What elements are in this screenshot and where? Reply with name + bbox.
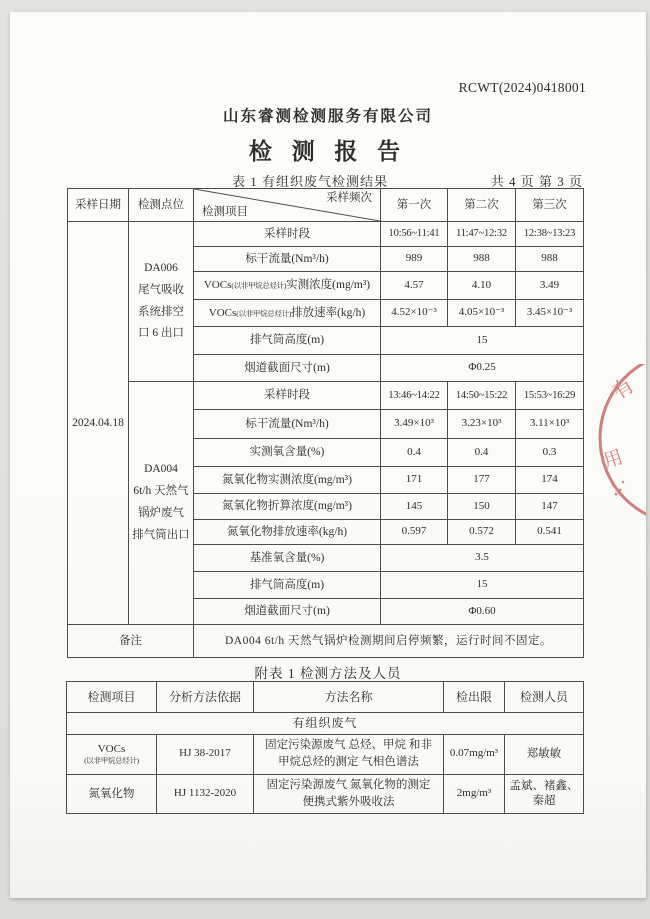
value-cell: 3.49 bbox=[516, 272, 584, 300]
merged-value-cell: Φ0.60 bbox=[381, 599, 584, 625]
method-cell: 固定污染源废气 氮氧化物的测定 便携式紫外吸收法 bbox=[254, 774, 444, 814]
company-name: 山东睿测检测服务有限公司 bbox=[222, 108, 433, 125]
report-page bbox=[10, 12, 646, 898]
col-header-standard: 分析方法依据 bbox=[157, 682, 254, 713]
row-label bbox=[194, 300, 381, 327]
remark-row bbox=[68, 625, 584, 658]
point-line: 锅炉废气 bbox=[138, 507, 184, 519]
value-cell: 4.52×10⁻³ bbox=[381, 300, 448, 327]
value-cell: 988 bbox=[516, 247, 584, 272]
row-label-main: VOCs bbox=[203, 279, 232, 292]
value-cell: 13:46~14:22 bbox=[381, 382, 448, 410]
table-header-row bbox=[67, 682, 584, 713]
value-cell: 3.11×10³ bbox=[516, 410, 584, 439]
table1-caption: 表 1 有组织废气检测结果 bbox=[232, 174, 389, 189]
staff-cell: 孟斌、褚鑫、秦超 bbox=[505, 774, 584, 814]
limit-cell: 0.07mg/m³ bbox=[444, 735, 505, 775]
group-label: 有组织废气 bbox=[67, 713, 584, 735]
col-header-limit: 检出限 bbox=[444, 682, 505, 713]
value-cell: 4.57 bbox=[381, 272, 448, 300]
row-label: 实测氧含量(%) bbox=[194, 439, 381, 467]
table-row bbox=[68, 382, 584, 410]
item-name: VOCs bbox=[97, 742, 126, 755]
item-cell: 氮氧化物 bbox=[67, 774, 157, 814]
row-label bbox=[194, 272, 381, 300]
row-label-rest: 排放速率(kg/h) bbox=[291, 306, 366, 319]
row-label: 烟道截面尺寸(m) bbox=[194, 599, 381, 625]
row-label-sub: (以非甲烷总烃计) bbox=[231, 281, 287, 291]
merged-value-cell: 15 bbox=[381, 327, 584, 355]
seal-character: 有 bbox=[607, 372, 639, 405]
value-cell: 989 bbox=[381, 247, 448, 272]
table-row bbox=[68, 222, 584, 247]
emission-results-table bbox=[67, 188, 584, 658]
value-cell: 145 bbox=[381, 494, 448, 520]
merged-value-cell: 3.5 bbox=[381, 545, 584, 572]
point-line: DA004 bbox=[144, 463, 178, 476]
col-header-method: 方法名称 bbox=[254, 682, 444, 713]
seal-character: 用 bbox=[601, 446, 626, 473]
row-label: 烟道截面尺寸(m) bbox=[194, 355, 381, 382]
staff-cell: 郑敏敏 bbox=[505, 735, 584, 775]
point-line: 排气筒出口 bbox=[132, 528, 190, 541]
table-row bbox=[67, 735, 584, 775]
col-header-run3: 第三次 bbox=[516, 189, 584, 222]
value-cell: 11:47~12:32 bbox=[448, 222, 516, 247]
red-seal-stamp-icon bbox=[588, 364, 646, 516]
col-header-point: 检测点位 bbox=[129, 189, 194, 222]
item-cell bbox=[67, 735, 157, 775]
row-label: 标干流量(Nm³/h) bbox=[194, 247, 381, 272]
point-line: 系统排空 bbox=[138, 305, 184, 318]
sampling-date-cell: 2024.04.18 bbox=[68, 222, 129, 625]
point-line: 尾气吸收 bbox=[138, 283, 184, 296]
value-cell: 0.4 bbox=[381, 439, 448, 467]
col-header-item: 检测项目 bbox=[67, 682, 157, 713]
row-label: 基准氧含量(%) bbox=[194, 545, 381, 572]
value-cell: 150 bbox=[448, 494, 516, 520]
row-label: 采样时段 bbox=[194, 382, 381, 410]
col-header-date: 采样日期 bbox=[68, 189, 129, 222]
value-cell: 174 bbox=[516, 467, 584, 494]
value-cell: 3.49×10³ bbox=[381, 410, 448, 439]
col-header-run2: 第二次 bbox=[448, 189, 516, 222]
point-da006-cell bbox=[129, 222, 194, 382]
value-cell: 177 bbox=[448, 467, 516, 494]
merged-value-cell: 15 bbox=[381, 572, 584, 599]
standard-cell: HJ 1132-2020 bbox=[157, 774, 254, 814]
value-cell: 988 bbox=[448, 247, 516, 272]
row-label-sub: (以非甲烷总烃计) bbox=[236, 308, 292, 318]
value-cell: 0.4 bbox=[448, 439, 516, 467]
row-label: 排气筒高度(m) bbox=[194, 572, 381, 599]
group-row bbox=[67, 713, 584, 735]
row-label: 氮氧化物实测浓度(mg/m³) bbox=[194, 467, 381, 494]
value-cell: 171 bbox=[381, 467, 448, 494]
value-cell: 4.05×10⁻³ bbox=[448, 300, 516, 327]
diag-label-item: 检测项目 bbox=[202, 205, 248, 218]
sub-table-title: 附表 1 检测方法及人员 bbox=[254, 666, 402, 681]
row-label-rest: 实测浓度(mg/m³) bbox=[286, 279, 371, 292]
remark-label: 备注 bbox=[68, 625, 194, 658]
method-cell: 固定污染源废气 总烃、甲烷 和非甲烷总烃的测定 气相色谱法 bbox=[254, 735, 444, 775]
row-label: 采样时段 bbox=[194, 222, 381, 247]
value-cell: 14:50~15:22 bbox=[448, 382, 516, 410]
methods-personnel-table bbox=[66, 681, 584, 814]
col-header-run1: 第一次 bbox=[381, 189, 448, 222]
diag-label-frequency: 采样频次 bbox=[326, 192, 372, 204]
diagonal-header-cell bbox=[194, 189, 381, 222]
remark-content: DA004 6t/h 天然气锅炉检测期间启停频繁，运行时间不固定。 bbox=[194, 625, 584, 658]
value-cell: 10:56~11:41 bbox=[381, 222, 448, 247]
page-title: 检 测 报 告 bbox=[248, 139, 408, 164]
row-label: 标干流量(Nm³/h) bbox=[194, 410, 381, 439]
value-cell: 3.45×10⁻³ bbox=[516, 300, 584, 327]
value-cell: 3.23×10³ bbox=[448, 410, 516, 439]
point-line: DA006 bbox=[144, 261, 178, 274]
value-cell: 15:53~16:29 bbox=[516, 382, 584, 410]
row-label-main: VOCs bbox=[208, 306, 237, 319]
point-line: 6t/h 天然气 bbox=[133, 485, 189, 498]
merged-value-cell: Φ0.25 bbox=[381, 355, 584, 382]
value-cell: 0.572 bbox=[448, 520, 516, 545]
value-cell: 0.3 bbox=[516, 439, 584, 467]
item-subnote: (以非甲烷总烃计) bbox=[84, 756, 139, 766]
value-cell: 4.10 bbox=[448, 272, 516, 300]
standard-cell: HJ 38-2017 bbox=[157, 735, 254, 775]
col-header-staff: 检测人员 bbox=[505, 682, 584, 713]
table1-caption-row bbox=[67, 171, 583, 189]
value-cell: 12:38~13:23 bbox=[516, 222, 584, 247]
limit-cell: 2mg/m³ bbox=[444, 774, 505, 814]
value-cell: 147 bbox=[516, 494, 584, 520]
value-cell: 0.597 bbox=[381, 520, 448, 545]
row-label: 氮氧化物排放速率(kg/h) bbox=[194, 520, 381, 545]
table-header-row bbox=[68, 189, 584, 222]
value-cell: 0.541 bbox=[516, 520, 584, 545]
table-row bbox=[67, 774, 584, 814]
point-da004-cell bbox=[129, 382, 194, 625]
point-line: 口 6 出口 bbox=[138, 327, 184, 340]
row-label: 排气筒高度(m) bbox=[194, 327, 381, 355]
report-number: RCWT(2024)0418001 bbox=[458, 80, 586, 95]
page-counter: 共 4 页 第 3 页 bbox=[490, 174, 583, 189]
row-label: 氮氧化物折算浓度(mg/m³) bbox=[194, 494, 381, 520]
